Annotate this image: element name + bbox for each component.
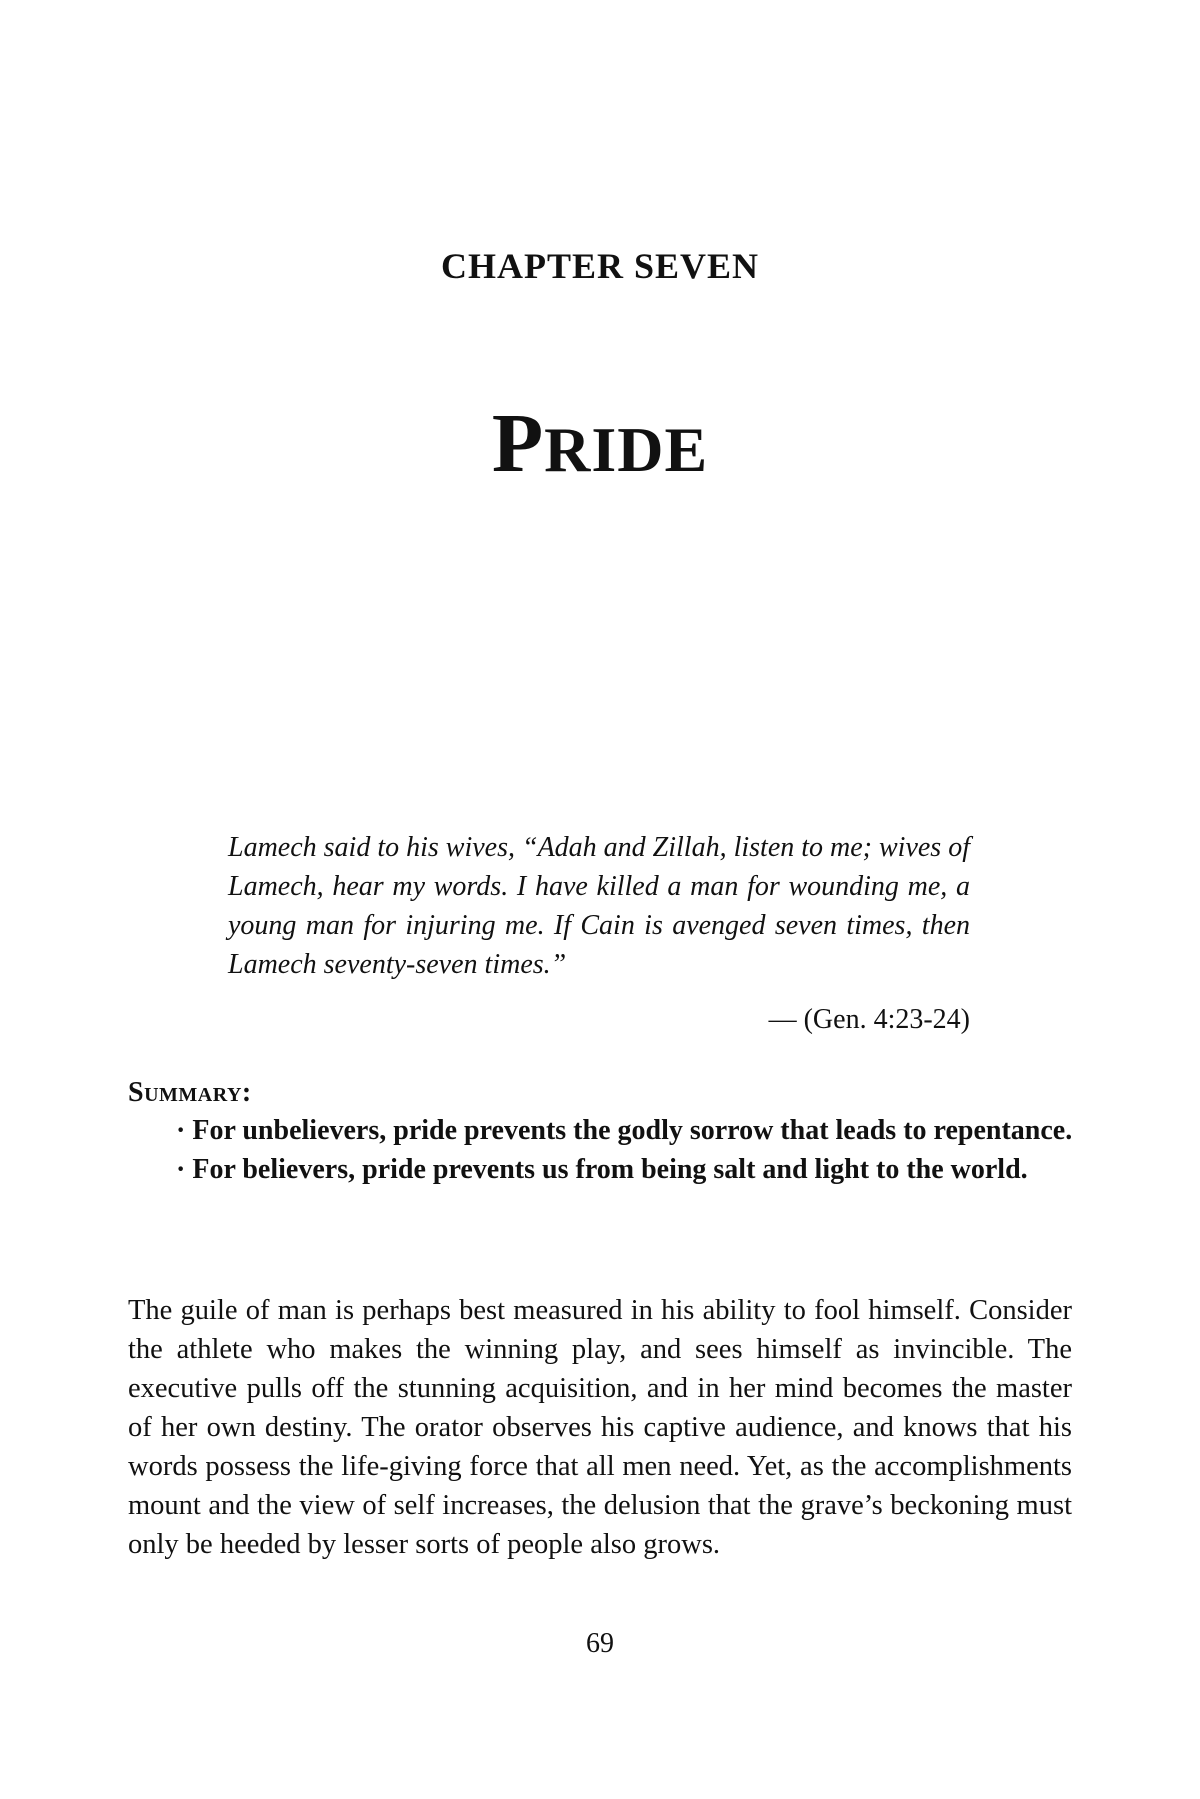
- page-number: 69: [586, 1628, 614, 1659]
- chapter-title: [0, 395, 1200, 492]
- summary-item-believers: · For believers, pride prevents us from being salt and light to the world.: [176, 1154, 1028, 1185]
- chapter-label: CHAPTER SEVEN: [440, 246, 760, 286]
- chapter-title-initial: P: [491, 397, 545, 490]
- epigraph-quote: Lamech said to his wives, “Adah and Zillah, listen to me; wives of Lamech, hear my words. I have killed a man for wounding me, a young man for injuring me. If Cain is avenged seven times, then Lamech seventy-seven times.”: [228, 832, 970, 980]
- summary-list: [176, 1111, 1076, 1189]
- chapter-title-rest: RIDE: [544, 414, 709, 485]
- summary-item-unbelievers: · For unbelievers, pride prevents the godly sorrow that leads to repentance.: [176, 1115, 1073, 1146]
- summary-heading: Summary:: [128, 1077, 252, 1108]
- epigraph-source: — (Gen. 4:23-24): [768, 1004, 970, 1035]
- body-paragraph: The guile of man is perhaps best measured in his ability to fool himself. Consider the athlete who makes the winning play, and sees himself as invincible. The executive pulls off the stunning acquisition, and in her mind becomes the master of her own destiny. The orator observes his captive audience, and knows that his words possess the life-giving force that all men need. Yet, as the accomplishments mount and the view of self increases, the delusion that the grave’s beckoning must only be heeded by lesser sorts of people also grows.: [128, 1295, 1072, 1560]
